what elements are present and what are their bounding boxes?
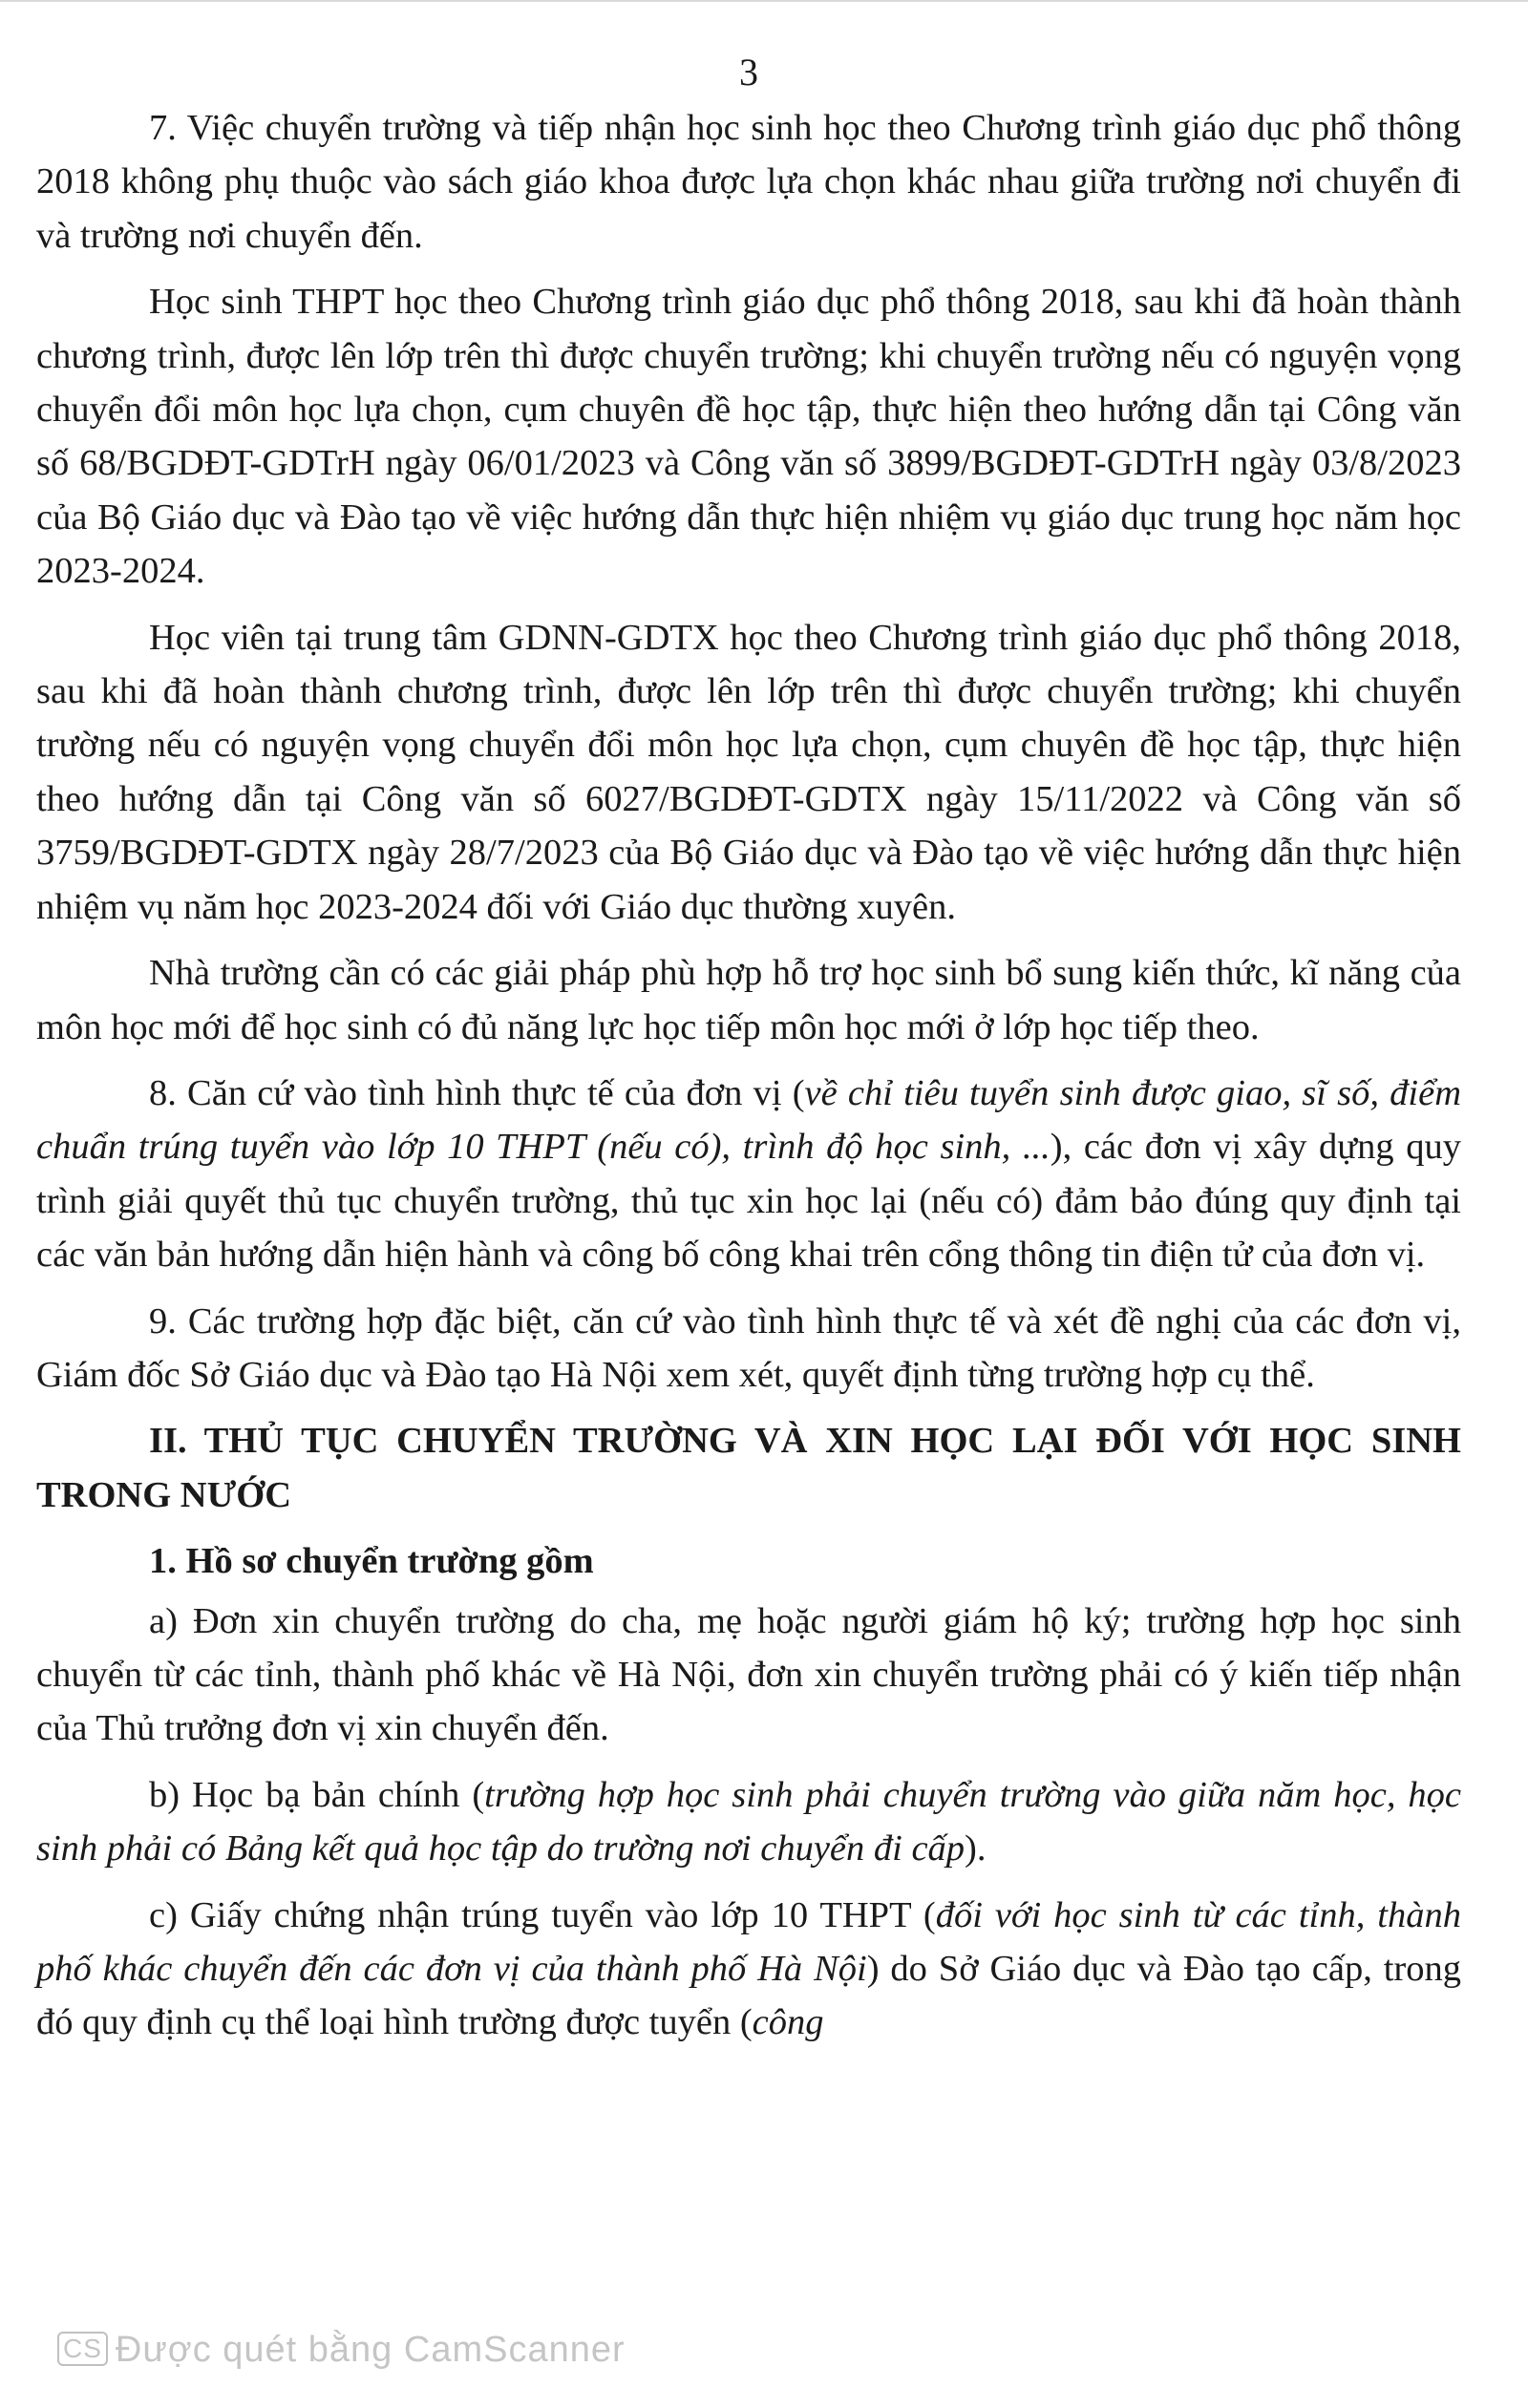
item-c-italic: đối với học sinh từ các tỉnh, thành phố khác chuyển đến các đơn vị của thành phố Hà Nội [36,1894,1461,1989]
watermark-text: Được quét bằng CamScanner [115,2330,626,2370]
section-2-heading: II. THỦ TỤC CHUYỂN TRƯỜNG VÀ XIN HỌC LẠI ĐỐI VỚI HỌC SINH TRONG NƯỚC [36,1421,1461,1515]
item-b-tail: ). [965,1828,987,1869]
paragraph-9: 9. Các trường hợp đặc biệt, căn cứ vào tình hình thực tế và xét đề nghị của các đơn vị, Giám đốc Sở Giáo dục và Đào tạo Hà Nội xem xét, quyết định từng trường hợp cụ thể. [36,1300,1461,1395]
paragraph-thpt: Học sinh THPT học theo Chương trình giáo dục phổ thông 2018, sau khi đã hoàn thành chương trình, được lên lớp trên thì được chuyển trường; khi chuyển trường nếu có nguyện vọng chuyển đổi môn học lựa chọn, cụm chuyên đề học tập, thực hiện theo hướng dẫn tại Công văn số 68/BGDĐT-GDTrH ngày 06/01/2023 và Công văn số 3899/BGDĐT-GDTrH ngày 03/8/2023 của Bộ Giáo dục và Đào tạo về việc hướng dẫn thực hiện nhiệm vụ giáo dục trung học năm học 2023-2024. [36,282,1461,592]
paragraph-7: 7. Việc chuyển trường và tiếp nhận học sinh học theo Chương trình giáo dục phổ thông 2018 không phụ thuộc vào sách giáo khoa được lựa chọn khác nhau giữa trường nơi chuyển đi và trường nơi chuyển đến. [36,108,1461,256]
paragraph-support: Nhà trường cần có các giải pháp phù hợp hỗ trợ học sinh bổ sung kiến thức, kĩ năng của môn học mới để học sinh có đủ năng lực học tiếp môn học mới ở lớp học tiếp theo. [36,953,1461,1047]
item-b [36,1768,1461,1876]
camscanner-logo-icon: CS [57,2332,108,2366]
camscanner-watermark [57,2330,626,2371]
subsection-1-heading: 1. Hồ sơ chuyển trường gồm [149,1541,594,1582]
item-a: a) Đơn xin chuyển trường do cha, mẹ hoặc người giám hộ ký; trường hợp học sinh chuyển từ các tỉnh, thành phố khác về Hà Nội, đơn xin chuyển trường phải có ý kiến tiếp nhận của Thủ trưởng đơn vị xin chuyển đến. [36,1600,1461,1749]
paragraph-8-italic: về chỉ tiêu tuyển sinh được giao, sĩ số, điểm chuẩn trúng tuyển vào lớp 10 THPT (nếu có), trình độ học sinh, ... [36,1072,1462,1168]
item-b-italic: trường hợp học sinh phải chuyển trường vào giữa năm học, học sinh phải có Bảng kết quả học tập do trường nơi chuyển đi cấp [36,1774,1461,1869]
item-c-mid: ) do Sở Giáo dục và Đào tạo cấp, trong đó quy định cụ thể loại hình trường được tuyển ( [36,1949,1461,2043]
paragraph-8 [36,1067,1461,1282]
paragraph-gdnn-gdtx: Học viên tại trung tâm GDNN-GDTX học theo Chương trình giáo dục phổ thông 2018, sau khi đã hoàn thành chương trình, được lên lớp trên thì được chuyển trường; khi chuyển trường nếu có nguyện vọng chuyển đổi môn học lựa chọn, cụm chuyên đề học tập, thực hiện theo hướng dẫn tại Công văn số 6027/BGDĐT-GDTX ngày 15/11/2022 và Công văn số 3759/BGDĐT-GDTX ngày 28/7/2023 của Bộ Giáo dục và Đào tạo về việc hướng dẫn thực hiện nhiệm vụ năm học 2023-2024 đối với Giáo dục thường xuyên. [36,617,1461,927]
paragraph-8-tail: ), các đơn vị xây dựng quy trình giải quyết thủ tục chuyển trường, thủ tục xin học lại (nếu có) đảm bảo đúng quy định tại các văn bản hướng dẫn hiện hành và công bố công khai trên cổng thông tin điện tử của đơn vị. [36,1127,1461,1276]
item-c-lead: c) Giấy chứng nhận trúng tuyển vào lớp 10 THPT ( [149,1894,936,1935]
item-c [36,1889,1461,2050]
page-number: 3 [739,51,758,94]
item-c-italic-2: công [752,2002,824,2043]
paragraph-8-lead: 8. Căn cứ vào tình hình thực tế của đơn vị ( [149,1072,805,1113]
item-b-lead: b) Học bạ bản chính ( [149,1774,485,1815]
